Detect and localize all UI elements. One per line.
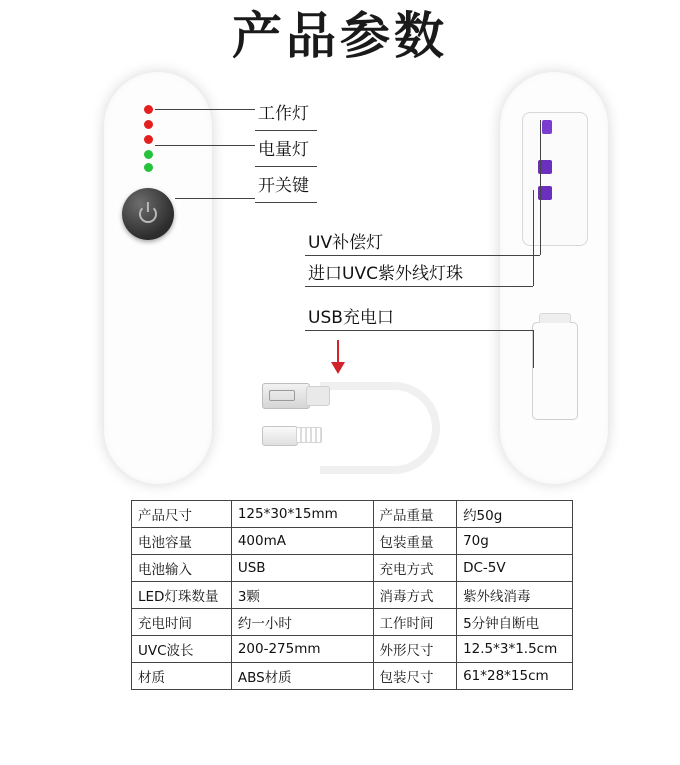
spec-value: 61*28*15cm xyxy=(457,663,573,690)
spec-value: 70g xyxy=(457,528,573,555)
callout-uv-compensation: UV补偿灯 xyxy=(308,233,384,253)
leader-line-work-light xyxy=(155,109,255,110)
arrow-down-icon xyxy=(337,340,339,364)
leader-vert-uvc-beads xyxy=(533,190,534,286)
callout-power-key: 开关键 xyxy=(258,176,309,196)
leader-underline-work-light xyxy=(255,130,317,131)
arrow-head-icon xyxy=(331,362,345,374)
spec-key: LED灯珠数量 xyxy=(132,582,232,609)
power-icon xyxy=(139,205,157,223)
spec-key: 充电方式 xyxy=(373,555,457,582)
battery-light-led-1 xyxy=(144,120,153,129)
spec-key: 包装尺寸 xyxy=(373,663,457,690)
spec-key: 电池容量 xyxy=(132,528,232,555)
spec-value: USB xyxy=(231,555,373,582)
leader-vert-uv-compensation xyxy=(540,120,541,255)
spec-key: 消毒方式 xyxy=(373,582,457,609)
uv-lamp-window xyxy=(522,112,588,246)
usb-a-plug-housing xyxy=(306,386,330,406)
usb-a-plug xyxy=(262,383,310,409)
usb-charging-port xyxy=(532,322,578,420)
leader-line-battery-light xyxy=(155,145,255,146)
work-light-led xyxy=(144,105,153,114)
spec-value: 12.5*3*1.5cm xyxy=(457,636,573,663)
spec-table-wrapper xyxy=(131,500,573,690)
leader-underline-power-key xyxy=(255,202,317,203)
spec-value: 5分钟自断电 xyxy=(457,609,573,636)
spec-key: 充电时间 xyxy=(132,609,232,636)
callout-uvc-beads: 进口UVC紫外线灯珠 xyxy=(308,264,463,284)
device-front-view xyxy=(104,72,212,484)
table-row xyxy=(132,582,573,609)
spec-key: 材质 xyxy=(132,663,232,690)
micro-usb-strain-relief xyxy=(296,427,322,443)
spec-key: 外形尺寸 xyxy=(373,636,457,663)
uv-compensation-bead xyxy=(542,120,552,134)
page-title: 产品参数 xyxy=(232,6,448,65)
spec-value: 3颗 xyxy=(231,582,373,609)
spec-table xyxy=(131,500,573,690)
leader-underline-battery-light xyxy=(255,166,317,167)
spec-key: UVC波长 xyxy=(132,636,232,663)
spec-key: 工作时间 xyxy=(373,609,457,636)
spec-value: DC-5V xyxy=(457,555,573,582)
spec-value: 紫外线消毒 xyxy=(457,582,573,609)
table-row xyxy=(132,636,573,663)
indicator-led-green-2 xyxy=(144,163,153,172)
indicator-led-green-1 xyxy=(144,150,153,159)
spec-key: 电池输入 xyxy=(132,555,232,582)
table-row xyxy=(132,609,573,636)
power-button[interactable] xyxy=(122,188,174,240)
spec-value: 125*30*15mm xyxy=(231,501,373,528)
spec-key: 产品尺寸 xyxy=(132,501,232,528)
table-row xyxy=(132,663,573,690)
leader-line-power-key xyxy=(175,198,255,199)
leader-vert-usb-port xyxy=(533,330,534,368)
callout-work-light: 工作灯 xyxy=(258,104,309,124)
callout-battery-light: 电量灯 xyxy=(258,140,309,160)
micro-usb-plug xyxy=(262,426,298,446)
table-row xyxy=(132,528,573,555)
spec-value: 200-275mm xyxy=(231,636,373,663)
spec-key: 产品重量 xyxy=(373,501,457,528)
spec-value: ABS材质 xyxy=(231,663,373,690)
leader-line-usb-port xyxy=(305,330,533,331)
table-row xyxy=(132,501,573,528)
callout-usb-port: USB充电口 xyxy=(308,308,394,328)
usb-cable xyxy=(320,382,440,474)
battery-light-led-2 xyxy=(144,135,153,144)
leader-line-uvc-beads xyxy=(305,286,533,287)
spec-value: 约50g xyxy=(457,501,573,528)
spec-value: 约一小时 xyxy=(231,609,373,636)
spec-key: 包装重量 xyxy=(373,528,457,555)
spec-value: 400mA xyxy=(231,528,373,555)
leader-line-uv-compensation xyxy=(305,255,540,256)
table-row xyxy=(132,555,573,582)
product-illustration xyxy=(0,70,680,490)
